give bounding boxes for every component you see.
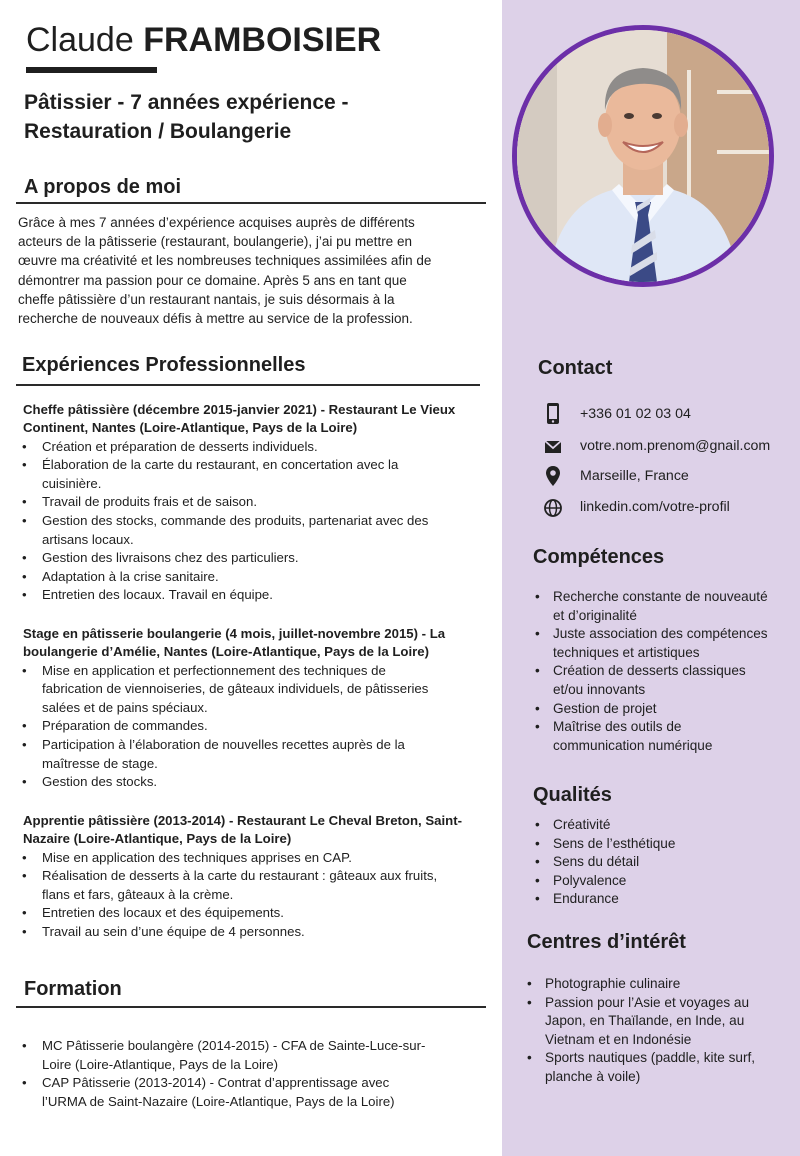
experience-bullet — [20, 849, 482, 868]
bullet-line: salées et de pains spéciaux. — [42, 699, 208, 715]
contact-heading: Contact — [538, 357, 613, 379]
bullet-line: • Maîtrise des outils de — [553, 719, 682, 735]
bullet-line: • Mise en application et perfectionnement des techniques de — [42, 662, 386, 678]
interests-list — [525, 975, 777, 1087]
location-text: Marseille, France — [580, 468, 689, 484]
portrait-illustration — [517, 30, 769, 282]
bullet-line: • Sens de l’esthétique — [553, 835, 676, 851]
about-line: œuvre ma créativité et les nombreuses techniques assimilées afin de — [18, 253, 432, 269]
skills-heading: Compétences — [533, 546, 665, 568]
job-title-line: Pâtissier - 7 années expérience - — [24, 91, 349, 114]
bullet-line: l’URMA de Saint-Nazaire (Loire-Atlantique, Pays de la Loire) — [42, 1093, 395, 1109]
experience-title — [20, 625, 482, 662]
interest-item — [525, 975, 777, 994]
quality-item — [533, 816, 785, 835]
quality-item — [533, 872, 785, 891]
experience-bullets — [20, 662, 482, 792]
bullet-line: fabrication de viennoiseries, de gâteaux individuels, de pâtisseries — [42, 681, 429, 697]
interests-heading: Centres d’intérêt — [527, 931, 686, 953]
mail-icon — [541, 434, 565, 458]
experience-bullet — [20, 867, 482, 904]
bullet-line: planche à voile) — [545, 1068, 641, 1084]
contact-location — [541, 464, 791, 488]
bullet-line: • Recherche constante de nouveauté — [553, 589, 768, 604]
bullet-line: • Gestion de projet — [553, 700, 657, 716]
experience-title-line: Continent, Nantes (Loire-Atlantique, Pays de la Loire) — [23, 420, 358, 436]
bullet-line: • Travail de produits frais et de saison. — [42, 494, 258, 510]
bullet-line: • Participation à l’élaboration de nouvelles recettes auprès de la — [42, 736, 405, 752]
last-name: FRAMBOISIER — [143, 21, 382, 59]
about-line: Grâce à mes 7 années d’expérience acquises auprès de différents — [18, 215, 415, 230]
location-pin-icon — [541, 464, 565, 488]
skill-item — [533, 718, 785, 755]
linkedin-link[interactable]: linkedin.com/votre-profil — [580, 499, 730, 515]
bullet-line: • Passion pour l’Asie et voyages au — [545, 994, 750, 1010]
experience-bullet — [20, 736, 482, 773]
skill-item — [533, 588, 785, 625]
bullet-line: • Élaboration de la carte du restaurant, en concertation avec la — [42, 457, 399, 473]
experience-bullet — [20, 923, 482, 942]
experience-entry — [20, 812, 482, 942]
experience-title-line: Nazaire (Loire-Atlantique, Pays de la Loire) — [23, 831, 292, 847]
phone-icon — [541, 402, 565, 426]
contact-linkedin — [541, 495, 791, 519]
bullet-line: • MC Pâtisserie boulangère (2014-2015) - CFA de Sainte-Luce-sur- — [42, 1038, 426, 1053]
about-paragraph — [18, 213, 488, 328]
bullet-line: et/ou innovants — [553, 681, 646, 697]
experience-title-line: Stage en pâtisserie boulangerie (4 mois, juillet-novembre 2015) - La — [23, 626, 446, 641]
experience-title-line: Cheffe pâtissière (décembre 2015-janvier 2021) - Restaurant Le Vieux — [23, 402, 456, 417]
bullet-line: • Préparation de commandes. — [42, 718, 208, 734]
interest-item — [525, 1049, 777, 1086]
bullet-line: • Création et préparation de desserts individuels. — [42, 438, 318, 454]
experience-title-line: boulangerie d’Amélie, Nantes (Loire-Atlantique, Pays de la Loire) — [23, 644, 429, 660]
bullet-line: techniques et artistiques — [553, 644, 700, 660]
bullet-line: • Sens du détail — [553, 854, 640, 870]
about-heading: A propos de moi — [24, 176, 182, 198]
experience-bullet — [20, 904, 482, 923]
education-item — [20, 1037, 490, 1074]
bullet-line: maîtresse de stage. — [42, 755, 158, 771]
about-line: démontrer ma passion pour ce domaine. Après 5 ans en tant que — [18, 272, 407, 288]
bullet-line: Loire (Loire-Atlantique, Pays de la Loire) — [42, 1056, 279, 1072]
experience-bullet — [20, 438, 482, 457]
bullet-line: Vietnam et en Indonésie — [545, 1031, 692, 1047]
experience-bullet — [20, 456, 482, 493]
education-item — [20, 1074, 490, 1111]
education-heading: Formation — [24, 978, 122, 1000]
contact-email — [541, 434, 791, 458]
name-underline — [26, 67, 157, 73]
candidate-name — [26, 20, 381, 60]
experience-title — [20, 401, 482, 438]
bullet-line: cuisinière. — [42, 475, 102, 491]
experience-divider — [16, 384, 480, 386]
skill-item — [533, 700, 785, 719]
bullet-line: Japon, en Thaïlande, en Inde, au — [545, 1013, 745, 1029]
experience-entry — [20, 401, 482, 605]
bullet-line: • Création de desserts classiques — [553, 663, 746, 679]
bullet-line: • Entretien des locaux. Travail en équipe. — [42, 587, 273, 603]
quality-item — [533, 890, 785, 909]
quality-item — [533, 853, 785, 872]
experience-bullet — [20, 493, 482, 512]
about-line: recherche de nouveaux défis à mettre au service de la profession. — [18, 311, 413, 327]
skill-item — [533, 662, 785, 699]
bullet-line: communication numérique — [553, 737, 713, 753]
experience-bullet — [20, 662, 482, 718]
bullet-line: • Gestion des stocks, commande des produits, partenariat avec des — [42, 512, 429, 528]
bullet-line: • Travail au sein d’une équipe de 4 personnes. — [42, 923, 305, 939]
experience-title — [20, 812, 482, 849]
bullet-line: • Gestion des stocks. — [42, 774, 158, 790]
experience-bullet — [20, 549, 482, 568]
qualities-heading: Qualités — [533, 784, 612, 806]
globe-icon — [541, 495, 565, 519]
bullet-line: • Photographie culinaire — [545, 976, 681, 991]
bullet-line: • Entretien des locaux et des équipements. — [42, 905, 284, 921]
experience-bullets — [20, 849, 482, 942]
skills-list — [533, 588, 785, 755]
bullet-line: et d’originalité — [553, 607, 637, 623]
bullet-line: • Endurance — [553, 891, 619, 907]
job-title — [24, 88, 494, 146]
first-name: Claude — [26, 21, 134, 59]
experience-bullet — [20, 717, 482, 736]
job-title-line: Restauration / Boulangerie — [24, 120, 292, 143]
email-address[interactable]: votre.nom.prenom@gnail.com — [580, 438, 771, 454]
education-list — [20, 1037, 490, 1111]
about-line: cheffe pâtissière d’un restaurant nantais, je suis désormais à la — [18, 291, 395, 307]
experience-bullet — [20, 586, 482, 605]
quality-item — [533, 835, 785, 854]
bullet-line: flans et fars, gâteaux à la crème. — [42, 886, 234, 902]
bullet-line: • Adaptation à la crise sanitaire. — [42, 568, 219, 584]
bullet-line: artisans locaux. — [42, 531, 134, 547]
skill-item — [533, 625, 785, 662]
bullet-line: • Créativité — [553, 817, 611, 832]
bullet-line: • Réalisation de desserts à la carte du restaurant : gâteaux aux fruits, — [42, 868, 438, 884]
bullet-line: • Sports nautiques (paddle, kite surf, — [545, 1050, 756, 1066]
experience-bullet — [20, 568, 482, 587]
qualities-list — [533, 816, 785, 909]
bullet-line: • Mise en application des techniques apprises en CAP. — [42, 849, 352, 865]
experience-heading: Expériences Professionnelles — [22, 354, 306, 376]
experience-title-line: Apprentie pâtissière (2013-2014) - Restaurant Le Cheval Breton, Saint- — [23, 813, 462, 828]
experience-bullet — [20, 512, 482, 549]
experience-bullets — [20, 438, 482, 605]
bullet-line: • CAP Pâtisserie (2013-2014) - Contrat d’apprentissage avec — [42, 1075, 390, 1091]
experience-entry — [20, 625, 482, 792]
experience-bullet — [20, 773, 482, 792]
profile-photo — [512, 25, 774, 287]
contact-phone — [541, 402, 791, 426]
education-divider — [16, 1006, 486, 1008]
about-divider — [16, 202, 486, 204]
phone-number[interactable]: +336 01 02 03 04 — [580, 406, 691, 422]
bullet-line: • Gestion des livraisons chez des particuliers. — [42, 550, 299, 566]
bullet-line: • Polyvalence — [553, 872, 627, 888]
interest-item — [525, 994, 777, 1050]
bullet-line: • Juste association des compétences — [553, 626, 768, 642]
about-line: acteurs de la pâtisserie (restaurant, boulangerie), j’ai pu mettre en — [18, 234, 412, 250]
